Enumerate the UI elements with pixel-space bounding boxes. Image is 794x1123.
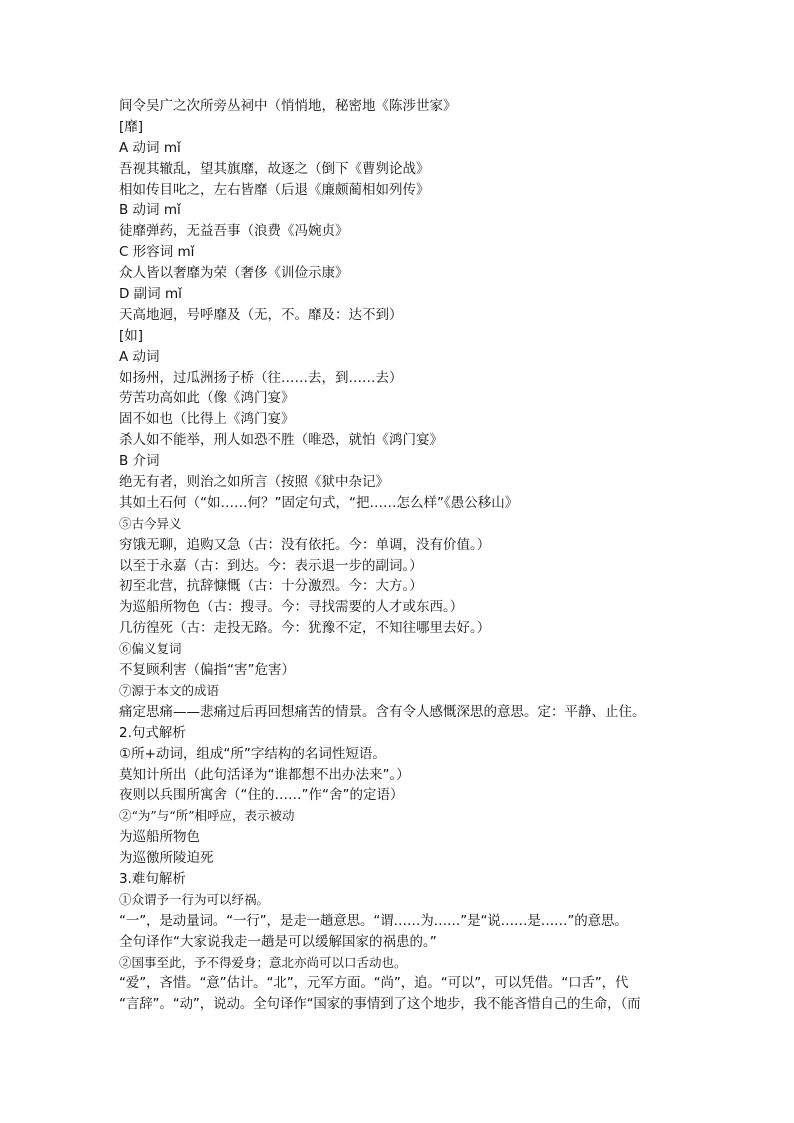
text-line: 以至于永嘉（古：到达。今：表示退一步的副词。） bbox=[119, 557, 423, 574]
text-line: 天高地迥，号呼靡及（无，不。靡及：达不到） bbox=[119, 306, 403, 323]
text-line: 如扬州，过瓜洲扬子桥（往……去，到……去） bbox=[119, 369, 403, 386]
text-line: 间令吴广之次所旁丛祠中（悄悄地，秘密地《陈涉世家》 bbox=[119, 98, 457, 114]
text-line: 为巡船所物色 bbox=[119, 829, 200, 846]
text-line: 2.句式解析 bbox=[119, 724, 186, 741]
text-line: D 副词 mǐ bbox=[119, 286, 182, 303]
text-line: ①众谓予一行为可以纾祸。 bbox=[119, 891, 270, 907]
text-line: 固不如也（比得上《鸿门宴》 bbox=[119, 411, 295, 428]
text-line: 众人皆以奢靡为荣（奢侈《训俭示康》 bbox=[119, 265, 349, 282]
text-line: B 动词 mǐ bbox=[119, 202, 181, 219]
text-line: 相如传目叱之，左右皆靡（后退《廉颇蔺相如列传》 bbox=[119, 181, 430, 198]
text-line: 劳苦功高如此（像《鸿门宴》 bbox=[119, 390, 295, 407]
text-line: 几彷徨死（古：走投无路。今：犹豫不定，不知往哪里去好。） bbox=[119, 620, 491, 637]
text-line: A 动词 bbox=[119, 348, 160, 365]
text-line: 其如土石何（“如……何？”固定句式，“把……怎么样”《愚公移山》 bbox=[119, 494, 519, 511]
text-line: ⑦源于本文的成语 bbox=[119, 682, 220, 698]
text-line: “一”，是动量词。“一行”，是走一趟意思。“谓……为……”是“说……是……”的意思。 bbox=[119, 912, 628, 929]
text-line: A 动词 mǐ bbox=[119, 139, 181, 156]
text-line: “言辞”。“动”，说动。全句译作“国家的事情到了这个地步，我不能吝惜自己的生命，（而 bbox=[119, 996, 641, 1013]
text-line: C 形容词 mǐ bbox=[119, 244, 195, 261]
text-line: 全句译作“大家说我走一趟是可以缓解国家的祸患的。” bbox=[119, 933, 437, 950]
text-line: 不复顾利害（偏指“害”危害） bbox=[119, 662, 295, 679]
text-line: B 介词 bbox=[119, 453, 160, 470]
text-line: ②国事至此，予不得爱身；意北亦尚可以口舌动也。 bbox=[119, 954, 407, 970]
text-line: 为巡徼所陵迫死 bbox=[119, 850, 214, 867]
text-line: “爱”，吝惜。“意”估计。“北”，元军方面。“尚”，追。“可以”，可以凭借。“口舌”，代 bbox=[119, 975, 629, 992]
text-line: 杀人如不能举，刑人如恐不胜（唯恐，就怕《鸿门宴》 bbox=[119, 432, 443, 449]
text-line: 初至北营，抗辞慷慨（古：十分激烈。今：大方。） bbox=[119, 578, 423, 595]
text-line: 为巡船所物色（古：搜寻。今：寻找需要的人才或东西。） bbox=[119, 599, 464, 616]
text-line: 莫知计所出（此句活译为“谁都想不出办法来”。） bbox=[119, 766, 410, 783]
text-line: 绝无有者，则治之如所言（按照《狱中杂记》 bbox=[119, 474, 389, 491]
text-line: ①所+动词，组成“所”字结构的名词性短语。 bbox=[119, 745, 386, 762]
text-line: 吾视其辙乱，望其旗靡，故逐之（倒下《曹刿论战》 bbox=[119, 160, 430, 177]
text-line: ②“为”与“所”相呼应，表示被动 bbox=[119, 808, 295, 824]
text-line: 夜则以兵围所寓舍（“住的……”作“舍”的定语） bbox=[119, 787, 404, 804]
document-body bbox=[119, 96, 679, 1015]
text-line: 穷饿无聊，追购又急（古：没有依托。今：单调，没有价值。） bbox=[119, 536, 491, 553]
text-line: 痛定思痛——悲痛过后再回想痛苦的情景。含有令人感慨深思的意思。定：平静、止住。 bbox=[119, 703, 646, 720]
text-line: ⑥偏义复词 bbox=[119, 641, 182, 657]
text-line: 3.难句解析 bbox=[119, 870, 186, 887]
text-line: ⑤古今异义 bbox=[119, 515, 182, 531]
text-line: 徒靡弹药，无益吾事（浪费《冯婉贞》 bbox=[119, 223, 349, 240]
text-line: [如] bbox=[119, 327, 144, 344]
text-line: [靡] bbox=[119, 118, 144, 135]
